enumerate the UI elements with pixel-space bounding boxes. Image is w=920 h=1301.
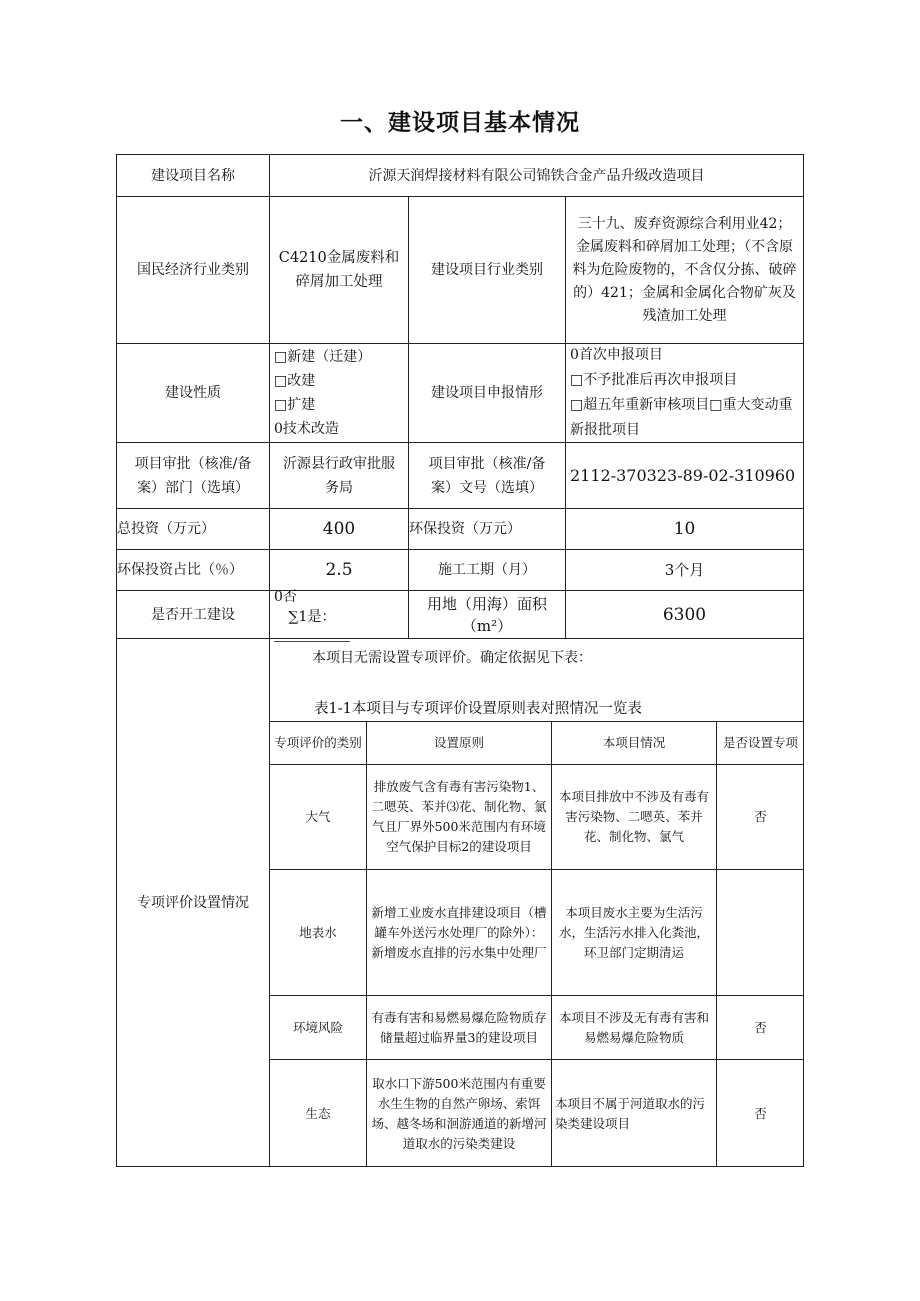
- approval-dept-value: 沂源县行政审批服务局: [269, 442, 408, 508]
- subtable-row-surface-water-principle: 新增工业废水直排建设项目（槽罐车外送污水处理厂的除外）：新增废水直排的污水集中处理厂: [366, 869, 551, 995]
- nature-option-rebuild: □改建: [274, 373, 316, 389]
- declare-situation-options: [565, 343, 803, 442]
- project-name-value: 沂源天润焊接材料有限公司锦铁合金产品升级改造项目: [269, 155, 803, 196]
- subtable-row-risk-project: 本项目不涉及无有毒有害和易燃易爆危险物质: [551, 995, 716, 1059]
- nature-option-new: □新建（迁建）: [274, 349, 372, 365]
- subtable-row-surface-water-project: 本项目废水主要为生活污水，生活污水排入化粪池，环卫部门定期清运: [551, 869, 716, 995]
- econ-category-label: 国民经济行业类别: [117, 196, 269, 343]
- approval-docno-label: 项目审批（核准/备案）文号（选填）: [408, 442, 565, 508]
- nature-option-expand: □扩建: [274, 397, 316, 413]
- special-eval-label: 专项评价设置情况: [117, 638, 269, 1166]
- declare-option-five-year: □超五年重新审核项目□重大变动重新报批项目: [570, 397, 793, 438]
- econ-category-value: C4210金属废料和碎屑加工处理: [269, 196, 408, 343]
- subtable-header-project: 本项目情况: [551, 722, 716, 764]
- special-eval-intro: 本项目无需设置专项评价。确定依据见下表：: [312, 650, 592, 666]
- started-option-no: 0否: [274, 589, 297, 605]
- subtable-row-risk-principle: 有毒有害和易燃易爆危险物质存储量超过临界量3的建设项目: [366, 995, 551, 1059]
- subtable-row-ecology-project: 本项目不属于河道取水的污染类建设项目: [551, 1059, 716, 1167]
- subtable-row-atmosphere-principle: 排放废气含有毒有害污染物1、二嗯英、苯并⑶花、制化物、氯气且厂界外500米范围内有环境空气保护目标2的建设项目: [366, 764, 551, 869]
- construction-period-label: 施工工期（月）: [408, 549, 565, 590]
- subtable-header-decision: 是否设置专项: [716, 722, 804, 764]
- subtable-row-atmosphere-decision: 否: [716, 764, 804, 869]
- land-area-label: 用地（用海）面积（m²）: [408, 590, 565, 638]
- declare-situation-label: 建设项目申报情形: [408, 343, 565, 442]
- subtable-row-atmosphere-category: 大气: [270, 764, 366, 869]
- subtable-row-risk-category: 环境风险: [270, 995, 366, 1059]
- declare-option-resubmit: □不予批准后再次申报项目: [570, 372, 738, 388]
- approval-dept-label: 项目审批（核准/备案）部门（选填）: [117, 442, 269, 508]
- construction-nature-label: 建设性质: [117, 343, 269, 442]
- approval-docno-value: 2112-370323-89-02-310960: [565, 442, 803, 508]
- special-eval-content: [269, 638, 803, 1166]
- total-investment-value: 400: [269, 508, 408, 549]
- env-ratio-label: 环保投资占比（％）: [117, 549, 269, 590]
- subtable-row-ecology-decision: 否: [716, 1059, 804, 1167]
- project-info-table: [116, 154, 804, 1167]
- started-label: 是否开工建设: [117, 590, 269, 638]
- subtable-row-risk-decision: 否: [716, 995, 804, 1059]
- land-area-value: 6300: [565, 590, 803, 638]
- subtable-row-atmosphere-project: 本项目排放中不涉及有毒有害污染物、二嗯英、苯并花、制化物、氯气: [551, 764, 716, 869]
- subtable-row-surface-water-decision: [716, 869, 804, 995]
- env-investment-value: 10: [565, 508, 803, 549]
- started-options: [269, 590, 408, 638]
- construction-period-value: 3个月: [565, 549, 803, 590]
- special-eval-subtable: [270, 721, 804, 1167]
- env-ratio-value: 2.5: [269, 549, 408, 590]
- started-option-yes-text: ∑1是：: [288, 609, 336, 625]
- env-investment-label: 环保投资（万元）: [408, 508, 565, 549]
- total-investment-label: 总投资（万元）: [117, 508, 269, 549]
- subtable-header-principle: 设置原则: [366, 722, 551, 764]
- industry-category-value: 三十九、废弃资源综合利用业42；金属废料和碎屑加工处理；（不含原料为危险废物的，不含仅分拣、破碎的）421；金属和金属化合物矿灰及残渣加工处理: [565, 196, 803, 343]
- table-caption: 表1-1本项目与专项评价设置原则表对照情况一览表: [314, 701, 642, 717]
- subtable-row-ecology-category: 生态: [270, 1059, 366, 1167]
- industry-category-label: 建设项目行业类别: [408, 196, 565, 343]
- subtable-header-category: 专项评价的类别: [274, 735, 362, 750]
- declare-option-first: 0首次申报项目: [570, 347, 663, 363]
- subtable-row-ecology-principle: 取水口下游500米范围内有重要水生生物的自然产卵场、索饵场、越冬场和洄游通道的新增河道取水的污染类建设: [366, 1059, 551, 1167]
- project-name-label: 建设项目名称: [151, 167, 235, 184]
- subtable-row-surface-water-category: 地表水: [270, 869, 366, 995]
- nature-option-tech: 0技术改造: [274, 421, 339, 437]
- started-option-yes: [274, 607, 350, 642]
- page-title: 一、建设项目基本情况: [340, 110, 580, 136]
- construction-nature-options: [269, 343, 408, 442]
